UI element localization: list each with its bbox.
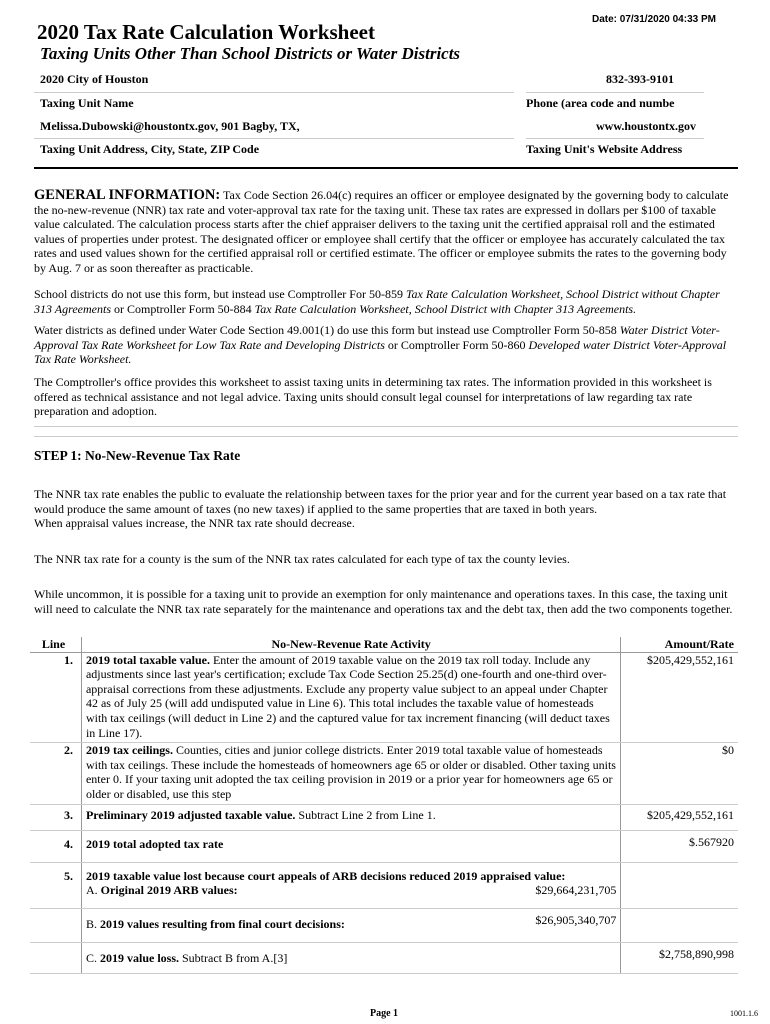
- water-district-paragraph: [34, 323, 734, 367]
- col-amount-header: Amount/Rate: [621, 637, 738, 652]
- sub-prefix: A.: [85, 883, 101, 898]
- activity-text: Subtract B from A.[3]: [179, 950, 288, 965]
- col-activity-header: No-New-Revenue Rate Activity: [81, 637, 620, 652]
- table-row: [30, 743, 738, 804]
- form-version: 1001.1.6: [730, 1009, 758, 1018]
- taxing-unit-name-field[interactable]: 2020 City of Houston: [40, 72, 149, 86]
- activity-cell: [81, 908, 494, 942]
- activity-cell: [81, 804, 620, 831]
- table-header: [30, 637, 738, 652]
- activity-cell: [81, 942, 494, 974]
- website-field[interactable]: www.houstontx.gov: [596, 119, 697, 133]
- table-row: [30, 862, 738, 883]
- amount-field[interactable]: [621, 908, 738, 942]
- page-subtitle: Taxing Units Other Than School Districts or Water Districts: [40, 44, 461, 63]
- water-text-2: or Comptroller Form 50-860: [384, 337, 529, 352]
- col-line-header: Line: [30, 637, 81, 652]
- amount-field[interactable]: $2,758,890,998: [621, 942, 738, 974]
- amount-field[interactable]: $205,429,552,161: [621, 652, 738, 743]
- line-number: 3.: [30, 804, 81, 831]
- sub-amount-field[interactable]: $26,905,340,707: [495, 908, 621, 942]
- activity-cell: [81, 862, 620, 883]
- sub-row: [30, 908, 738, 942]
- address-label: Taxing Unit Address, City, State, ZIP Code: [40, 142, 260, 156]
- step1-text-2: When appraisal values increase, the NNR tax rate should decrease.: [34, 516, 355, 531]
- address-field[interactable]: Melissa.Dubowski@houstontx.gov, 901 Bagby, TX,: [40, 119, 300, 133]
- water-form-title-1: Water District Voter-Approval Tax Rate Worksheet for Low Tax Rate and Developing Districts: [34, 323, 720, 352]
- activity-cell: [81, 831, 620, 863]
- step1-text-1: The NNR tax rate enables the public to evaluate the relationship between taxes for the prior year and for the current year based on a tax rate that would produce the same amount of taxes (no new taxes) if applied to the same properties that are taxed in both years.: [34, 487, 727, 516]
- step1-paragraph-2: The NNR tax rate for a county is the sum of the NNR tax rates calculated for each type of tax the county levies.: [34, 552, 570, 566]
- page-number: Page 1: [370, 1008, 399, 1019]
- school-form-title-1: Tax Rate Calculation Worksheet, School District without Chapter 313 Agreements: [34, 287, 720, 316]
- activity-title: 2019 taxable value lost because court appeals of ARB decisions reduced 2019 appraised value:: [85, 868, 566, 883]
- table-row: [30, 652, 738, 743]
- amount-field[interactable]: $.567920: [621, 831, 738, 863]
- amount-field[interactable]: $205,429,552,161: [621, 804, 738, 831]
- line-number: 2.: [30, 743, 81, 804]
- website-label: Taxing Unit's Website Address: [526, 142, 683, 156]
- step1-paragraph-3: While uncommon, it is possible for a taxing unit to provide an exemption for only maintenance and operations taxes. In this case, the taxing unit will need to calculate the NNR tax rate separately for the maintenance and operations tax and the debt tax, then add the two components together.: [34, 587, 733, 616]
- phone-field[interactable]: 832-393-9101: [606, 72, 674, 86]
- amount-field[interactable]: $0: [621, 743, 738, 804]
- nnr-rate-table: [30, 637, 738, 974]
- table-row: [30, 831, 738, 863]
- general-info-paragraph: [34, 188, 734, 276]
- line-number: [30, 942, 81, 974]
- line-number: 4.: [30, 831, 81, 863]
- sub-prefix: C.: [85, 950, 100, 965]
- activity-title: 2019 tax ceilings.: [85, 743, 173, 758]
- school-district-paragraph: [34, 287, 734, 316]
- line-number: [30, 908, 81, 942]
- school-text-1: School districts do not use this form, but instead use Comptroller For 50-859: [34, 287, 406, 301]
- activity-title: Original 2019 ARB values:: [100, 883, 238, 898]
- general-info-heading: GENERAL INFORMATION:: [34, 187, 221, 203]
- phone-label: Phone (area code and numbe: [526, 96, 675, 110]
- activity-cell: [81, 652, 620, 743]
- table-row: [30, 804, 738, 831]
- sub-prefix: B.: [85, 916, 100, 931]
- sub-amount-field[interactable]: $29,664,231,705: [495, 883, 621, 908]
- school-text-2: or Comptroller Form 50-884: [111, 301, 255, 316]
- sub-row: [30, 942, 738, 974]
- line-number: 5.: [63, 868, 73, 883]
- taxing-unit-name-label: Taxing Unit Name: [40, 96, 134, 110]
- step1-paragraph-1: [34, 487, 734, 531]
- school-form-title-2: Tax Rate Calculation Worksheet, School District with Chapter 313 Agreements.: [254, 301, 637, 316]
- sub-row: [30, 883, 738, 908]
- activity-title: 2019 total taxable value.: [85, 652, 210, 667]
- line-number: 1.: [30, 652, 81, 743]
- activity-cell: [81, 883, 494, 908]
- activity-title: Preliminary 2019 adjusted taxable value.: [85, 807, 296, 822]
- amount-field[interactable]: [621, 883, 738, 908]
- print-date: Date: 07/31/2020 04:33 PM: [592, 14, 716, 25]
- step1-heading: STEP 1: No-New-Revenue Tax Rate: [34, 448, 241, 463]
- activity-title: 2019 value loss.: [99, 950, 179, 965]
- activity-text: Enter the amount of 2019 taxable value on the 2019 tax roll today. Include any adjustments since last year's certification; exclude Tax Code Section 25.25(d) one-fourth and one-third over-appraisal corrections from these adjustments. Exclude any property value subject to an appeal under Chapter 42 as of July 25 (will add undisputed value in Line 6). This total includes the taxable value of homesteads with tax ceilings (will deduct in Line 2) and the captured value for tax increment financing (will deduct taxes in Line 17).: [85, 652, 610, 740]
- activity-title: 2019 total adopted tax rate: [85, 837, 224, 852]
- activity-text: Subtract Line 2 from Line 1.: [295, 807, 436, 822]
- water-text-1: Water districts as defined under Water Code Section 49.001(1) do use this form but instead use Comptroller Form 50-858: [34, 323, 620, 337]
- activity-text: Counties, cities and junior college districts. Enter 2019 total taxable value of homesteads with tax ceilings. These include the homesteads of homeowners age 65 or older or disabled. Other taxing units enter 0. If your taxing unit adopted the tax ceiling provision in 2019 or a prior year for homeowners age 65 or older or disabled, use this step: [85, 743, 616, 801]
- activity-title: 2019 values resulting from final court decisions:: [99, 916, 345, 931]
- general-info-text: Tax Code Section 26.04(c) requires an officer or employee designated by the governing body to calculate the no-new-revenue (NNR) tax rate and voter-approval tax rate for the taxing unit. These tax rates are expressed in dollars per $100 of taxable value calculated. The calculation process starts after the chief appraiser delivers to the taxing unit the certified appraisal roll and the estimated values of properties under protest. The designated officer or employee shall certify that the officer or employee has accurately calculated the tax rates and used values shown for the certified appraisal roll or certified estimate. The officer or employee submits the rates to the governing body by Aug. 7 or as soon thereafter as practicable.: [34, 188, 729, 275]
- sub-amount-field[interactable]: [495, 942, 621, 974]
- comptroller-paragraph: The Comptroller's office provides this worksheet to assist taxing units in determining tax rates. The information provided in this worksheet is offered as technical assistance and not legal advice. Taxing units should consult legal counsel for interpretations of law regarding tax rate preparation and adoption.: [34, 375, 712, 419]
- page-title: 2020 Tax Rate Calculation Worksheet: [37, 20, 375, 44]
- water-form-title-2: Developed water District Voter-Approval Tax Rate Worksheet.: [34, 337, 727, 367]
- amount-field[interactable]: [621, 862, 738, 883]
- line-number: [30, 883, 81, 908]
- activity-cell: [81, 743, 620, 804]
